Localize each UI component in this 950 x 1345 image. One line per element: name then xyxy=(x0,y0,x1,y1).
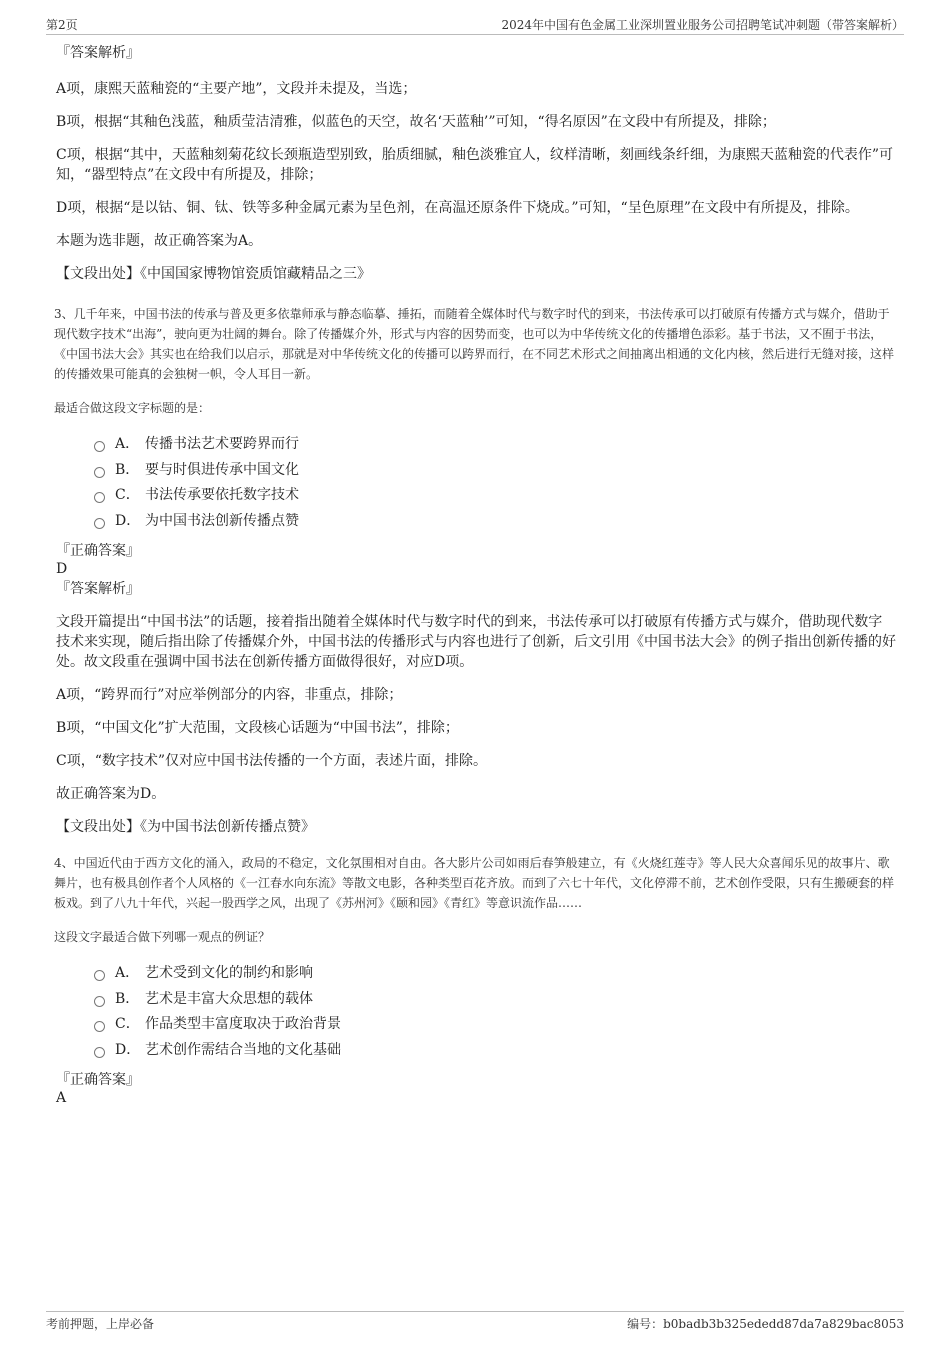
analysis-paragraph: C项，“数字技术”仅对应中国书法传播的一个方面，表述片面，排除。 xyxy=(56,753,488,769)
question-3-options xyxy=(94,432,896,534)
option-b[interactable]: B． 要与时俱进传承中国文化 xyxy=(94,458,896,484)
question-3-text: 3、几千年来，中国书法的传承与普及更多依靠师承与静态临摹、捶拓，而随着全媒体时代与数字时代的到来，书法传承可以打破原有传播方式与媒介，借助于现代数字技术“出海”，驶向更为壮阔的舞台。除了传播媒介外，形式与内容的因势而变，也可以为中华传统文化的传播增色添彩。基于书法，又不囿于书法，《中国书法大会》其实也在给我们以启示，那就是对中华传统文化的传播可以跨界而行，在不同艺术形式之间抽离出相通的文化内核，然后进行无缝对接，这样的传播效果可能真的会独树一帜，令人耳目一新。 xyxy=(54,307,895,381)
analysis-paragraph: A项，康熙天蓝釉瓷的“主要产地”，文段并未提及，当选； xyxy=(56,81,417,97)
question-4-text: 4、中国近代由于西方文化的涌入，政局的不稳定，文化氛围相对自由。各大影片公司如雨后春笋般建立，有《火烧红莲寺》等人民大众喜闻乐见的故事片、歌舞片，也有极具创作者个人风格的《一江春水向东流》等散文电影，各种类型百花齐放。而到了六七十年代，文化停滞不前，艺术创作受限，只有生搬硬套的样板戏。到了八九十年代，兴起一股西学之风，出现了《苏州河》《颐和园》《青红》等意识流作品…… xyxy=(54,856,895,910)
document-body xyxy=(56,44,896,1109)
question-4-prompt: 这段文字最适合做下列哪一观点的例证？ xyxy=(54,930,271,944)
document-title: 2024年中国有色金属工业深圳置业服务公司招聘笔试冲刺题（带答案解析） xyxy=(501,18,904,32)
source-citation: 【文段出处】《为中国书法创新传播点赞》 xyxy=(56,819,315,835)
analysis-paragraph: 文段开篇提出“中国书法”的话题，接着指出随着全媒体时代与数字时代的到来，书法传承可以打破原有传播方式与媒介，借助现代数字技术来实现，随后指出除了传播媒介外，中国书法的传播形式与内容也进行了创新，后文引用《中国书法大会》的例子指出创新传播的好处。故文段重在强调中国书法在创新传播方面做得很好，对应D项。 xyxy=(56,614,896,670)
analysis-paragraph: A项，“跨界而行”对应举例部分的内容，非重点，排除； xyxy=(56,687,403,703)
option-d[interactable]: D． 艺术创作需结合当地的文化基础 xyxy=(94,1038,896,1064)
page-number: 第2页 xyxy=(46,18,78,32)
analysis-heading: 『答案解析』 xyxy=(56,45,140,61)
correct-answer-heading: 『正确答案』 xyxy=(56,1072,140,1088)
correct-answer-value: D xyxy=(56,561,68,577)
document-id: 编号：b0badb3b325ededd87da7a829bac8053 xyxy=(627,1317,904,1331)
radio-icon[interactable] xyxy=(94,467,105,478)
option-a[interactable]: A． 艺术受到文化的制约和影响 xyxy=(94,961,896,987)
analysis-paragraph: B项，根据“其釉色浅蓝，釉质莹洁清雅，似蓝色的天空，故名‘天蓝釉’”可知，“得名原因”在文段中有所提及，排除； xyxy=(56,114,776,130)
analysis-paragraph: 故正确答案为D。 xyxy=(56,786,166,802)
radio-icon[interactable] xyxy=(94,1047,105,1058)
analysis-paragraph: 本题为选非题，故正确答案为A。 xyxy=(56,233,263,249)
correct-answer-value: A xyxy=(56,1090,67,1106)
source-citation: 【文段出处】《中国国家博物馆瓷质馆藏精品之三》 xyxy=(56,266,371,282)
radio-icon[interactable] xyxy=(94,996,105,1007)
analysis-paragraph: C项，根据“其中，天蓝釉刻菊花纹长颈瓶造型别致，胎质细腻，釉色淡雅宜人，纹样清晰，刻画线条纤细，为康熙天蓝釉瓷的代表作”可知，“器型特点”在文段中有所提及，排除； xyxy=(56,147,894,183)
option-c[interactable]: C． 书法传承要依托数字技术 xyxy=(94,483,896,509)
analysis-paragraph: D项，根据“是以钴、铜、钛、铁等多种金属元素为呈色剂，在高温还原条件下烧成。”可知，“呈色原理”在文段中有所提及，排除。 xyxy=(56,200,859,216)
radio-icon[interactable] xyxy=(94,518,105,529)
question-3-prompt: 最适合做这段文字标题的是： xyxy=(54,401,211,415)
radio-icon[interactable] xyxy=(94,492,105,503)
correct-answer-heading: 『正确答案』 xyxy=(56,543,140,559)
footer-slogan: 考前押题，上岸必备 xyxy=(46,1317,155,1331)
option-b[interactable]: B． 艺术是丰富大众思想的载体 xyxy=(94,987,896,1013)
radio-icon[interactable] xyxy=(94,441,105,452)
option-c[interactable]: C． 作品类型丰富度取决于政治背景 xyxy=(94,1012,896,1038)
radio-icon[interactable] xyxy=(94,970,105,981)
page-footer xyxy=(46,1311,904,1332)
option-a[interactable]: A． 传播书法艺术要跨界而行 xyxy=(94,432,896,458)
analysis-heading: 『答案解析』 xyxy=(56,581,140,597)
question-4-options xyxy=(94,961,896,1063)
radio-icon[interactable] xyxy=(94,1021,105,1032)
option-d[interactable]: D． 为中国书法创新传播点赞 xyxy=(94,509,896,535)
page-header xyxy=(46,14,904,35)
analysis-paragraph: B项，“中国文化”扩大范围，文段核心话题为“中国书法”，排除； xyxy=(56,720,459,736)
